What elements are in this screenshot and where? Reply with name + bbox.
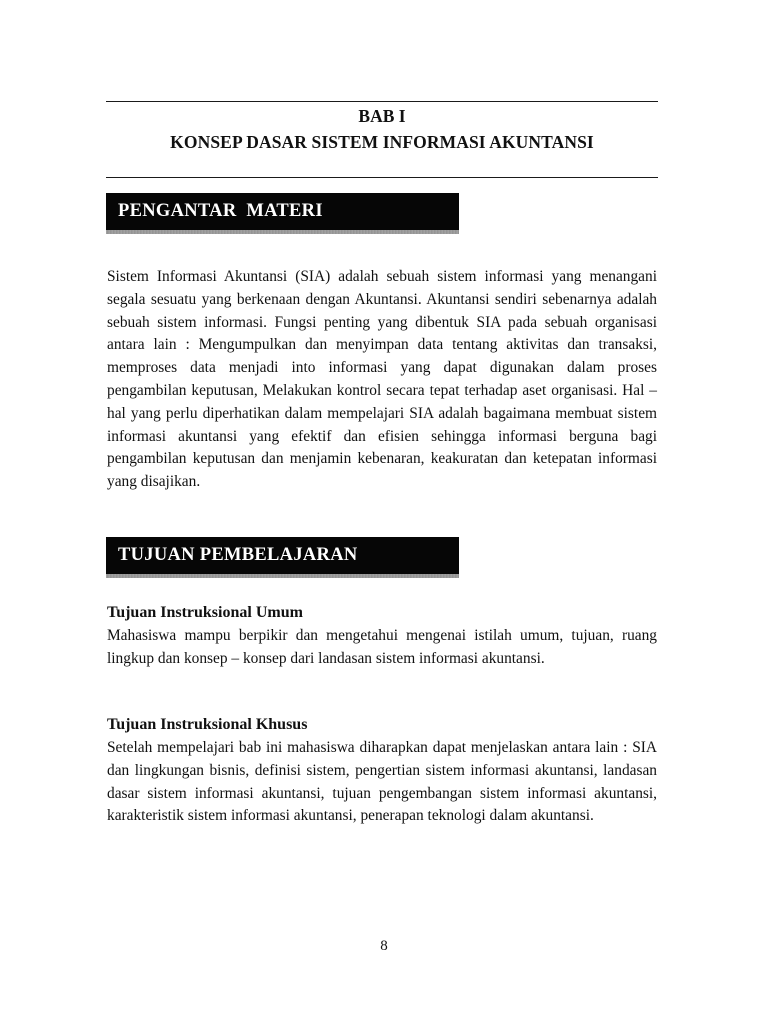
section-banner-goals [106, 537, 459, 574]
intro-paragraph: Sistem Informasi Akuntansi (SIA) adalah sebuah sistem informasi yang menangani segala sesuatu yang berkenaan dengan Akuntansi. Akuntansi sendiri sebenarnya adalah sebuah sistem informasi. Fungsi penting yang dibentuk SIA pada sebuah organisasi antara lain : Mengumpulkan dan menyimpan data tentang aktivitas dan transaksi, memproses data menjadi into informasi yang dapat digunakan dalam proses pengambilan keputusan, Melakukan kontrol secara tepat terhadap aset organisasi. Hal – hal yang perlu diperhatikan dalam mempelajari SIA adalah bagaimana membuat sistem informasi akuntansi yang efektif dan efisien sehingga informasi berguna bagi pengambilan keputusan dan menjamin kebenaran, keakuratan dan ketepatan informasi yang disajikan. [107, 268, 657, 491]
header-top-rule [106, 101, 658, 102]
general-goals-heading: Tujuan Instruksional Umum [107, 604, 303, 621]
section-banner-intro [106, 193, 459, 230]
chapter-number: BAB I [358, 106, 406, 126]
specific-goals-paragraph: Setelah mempelajari bab ini mahasiswa diharapkan dapat menjelaskan antara lain : SIA dan lingkungan bisnis, definisi sistem, pengertian sistem informasi akuntansi, landasan dasar sistem informasi akuntansi, tujuan pengembangan sistem informasi akuntansi, karakteristik sistem informasi akuntansi, penerapan teknologi dalam akuntansi. [107, 739, 657, 825]
header-bottom-rule [106, 177, 658, 178]
section-heading-goals: TUJUAN PEMBELAJARAN [118, 545, 358, 565]
section-heading-intro: PENGANTAR MATERI [118, 201, 323, 221]
page-number: 8 [380, 938, 388, 954]
chapter-title: KONSEP DASAR SISTEM INFORMASI AKUNTANSI [170, 132, 594, 152]
general-goals-paragraph: Mahasiswa mampu berpikir dan mengetahui mengenai istilah umum, tujuan, ruang lingkup dan konsep – konsep dari landasan sistem informasi akuntansi. [107, 627, 657, 667]
specific-goals-heading: Tujuan Instruksional Khusus [107, 716, 308, 733]
